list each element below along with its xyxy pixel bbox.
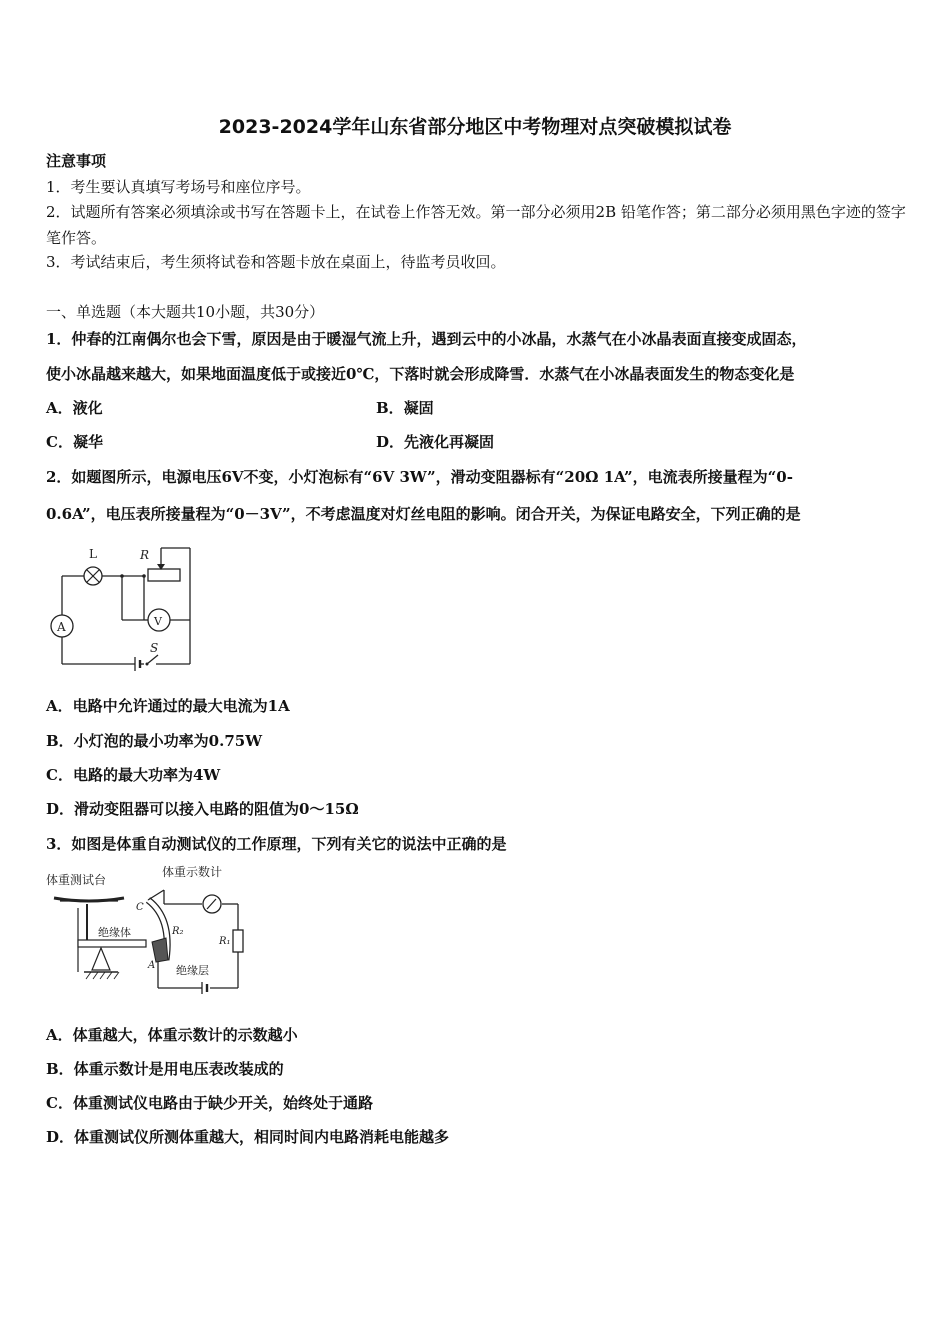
q3-scale-diagram xyxy=(44,860,254,1000)
notice-heading: 注意事项 xyxy=(46,152,107,170)
label-a: A xyxy=(57,620,66,634)
notice-item-3: 3．考试结束后，考生须将试卷和答题卡放在桌面上，待监考员收回。 xyxy=(46,253,506,271)
q3-option-c: C．体重测试仪电路由于缺少开关，始终处于通路 xyxy=(46,1094,373,1112)
label-c: C xyxy=(136,902,144,913)
label-l: L xyxy=(89,547,97,561)
q2-option-b: B．小灯泡的最小功率为0.75W xyxy=(46,732,263,750)
label-insulating-layer: 绝缘层 xyxy=(176,964,209,977)
label-r2: R₂ xyxy=(172,926,184,937)
q2-stem-line2: 0.6A”，电压表所接量程为“0－3V”，不考虑温度对灯丝电阻的影响。闭合开关，为保证电路安全，下列正确的是 xyxy=(46,505,801,523)
q1-option-a: A．液化 xyxy=(46,399,103,417)
label-v: V xyxy=(154,615,162,628)
q1-stem-line2: 使小冰晶越来越大，如果地面温度低于或接近0℃，下落时就会形成降雪．水蒸气在小冰晶表面发生的物态变化是 xyxy=(46,365,795,383)
label-a: A xyxy=(148,960,156,971)
notice-item-1: 1．考生要认真填写考场号和座位序号。 xyxy=(46,178,311,196)
rheostat-r xyxy=(148,569,180,581)
resistor-r1 xyxy=(233,930,243,952)
label-r: R xyxy=(140,548,150,562)
label-s: S xyxy=(150,641,159,655)
q2-option-a: A．电路中允许通过的最大电流为1A xyxy=(46,697,290,715)
label-insulator: 绝缘体 xyxy=(98,926,131,939)
q3-option-d: D．体重测试仪所测体重越大，相同时间内电路消耗电能越多 xyxy=(46,1128,450,1146)
notice-item-2: 2．试题所有答案必须填涂或书写在答题卡上，在试卷上作答无效。第一部分必须用2B 铅笔作答；第二部分必须用黑色字迹的签字笔作答。 xyxy=(46,203,906,247)
q1-stem-line1: 1．仲春的江南偶尔也会下雪，原因是由于暖湿气流上升，遇到云中的小冰晶，水蒸气在小冰晶表面直接变成固态， xyxy=(46,330,807,348)
q2-stem-line1: 2．如题图所示，电源电压6V不变，小灯泡标有“6V 3W”，滑动变阻器标有“20Ω 1A”，电流表所接量程为“0- xyxy=(46,468,793,486)
q2-option-d: D．滑动变阻器可以接入电路的阻值为0～15Ω xyxy=(46,800,359,818)
q3-stem: 3．如图是体重自动测试仪的工作原理，下列有关它的说法中正确的是 xyxy=(46,835,507,853)
q1-option-b: B．凝固 xyxy=(376,399,434,417)
q3-option-b: B．体重示数计是用电压表改装成的 xyxy=(46,1060,284,1078)
label-platform: 体重测试台 xyxy=(46,873,107,887)
q1-option-c: C．凝华 xyxy=(46,433,103,451)
q2-option-c: C．电路的最大功率为4W xyxy=(46,766,221,784)
page-title: 2023-2024学年山东省部分地区中考物理对点突破模拟试卷 xyxy=(218,116,732,138)
label-meter: 体重示数计 xyxy=(162,865,223,879)
q2-circuit-diagram xyxy=(44,542,204,672)
label-r1: R₁ xyxy=(219,936,231,947)
section-heading: 一、单选题（本大题共10小题，共30分） xyxy=(46,303,325,321)
q3-option-a: A．体重越大，体重示数计的示数越小 xyxy=(46,1026,298,1044)
q1-option-d: D．先液化再凝固 xyxy=(376,433,495,451)
